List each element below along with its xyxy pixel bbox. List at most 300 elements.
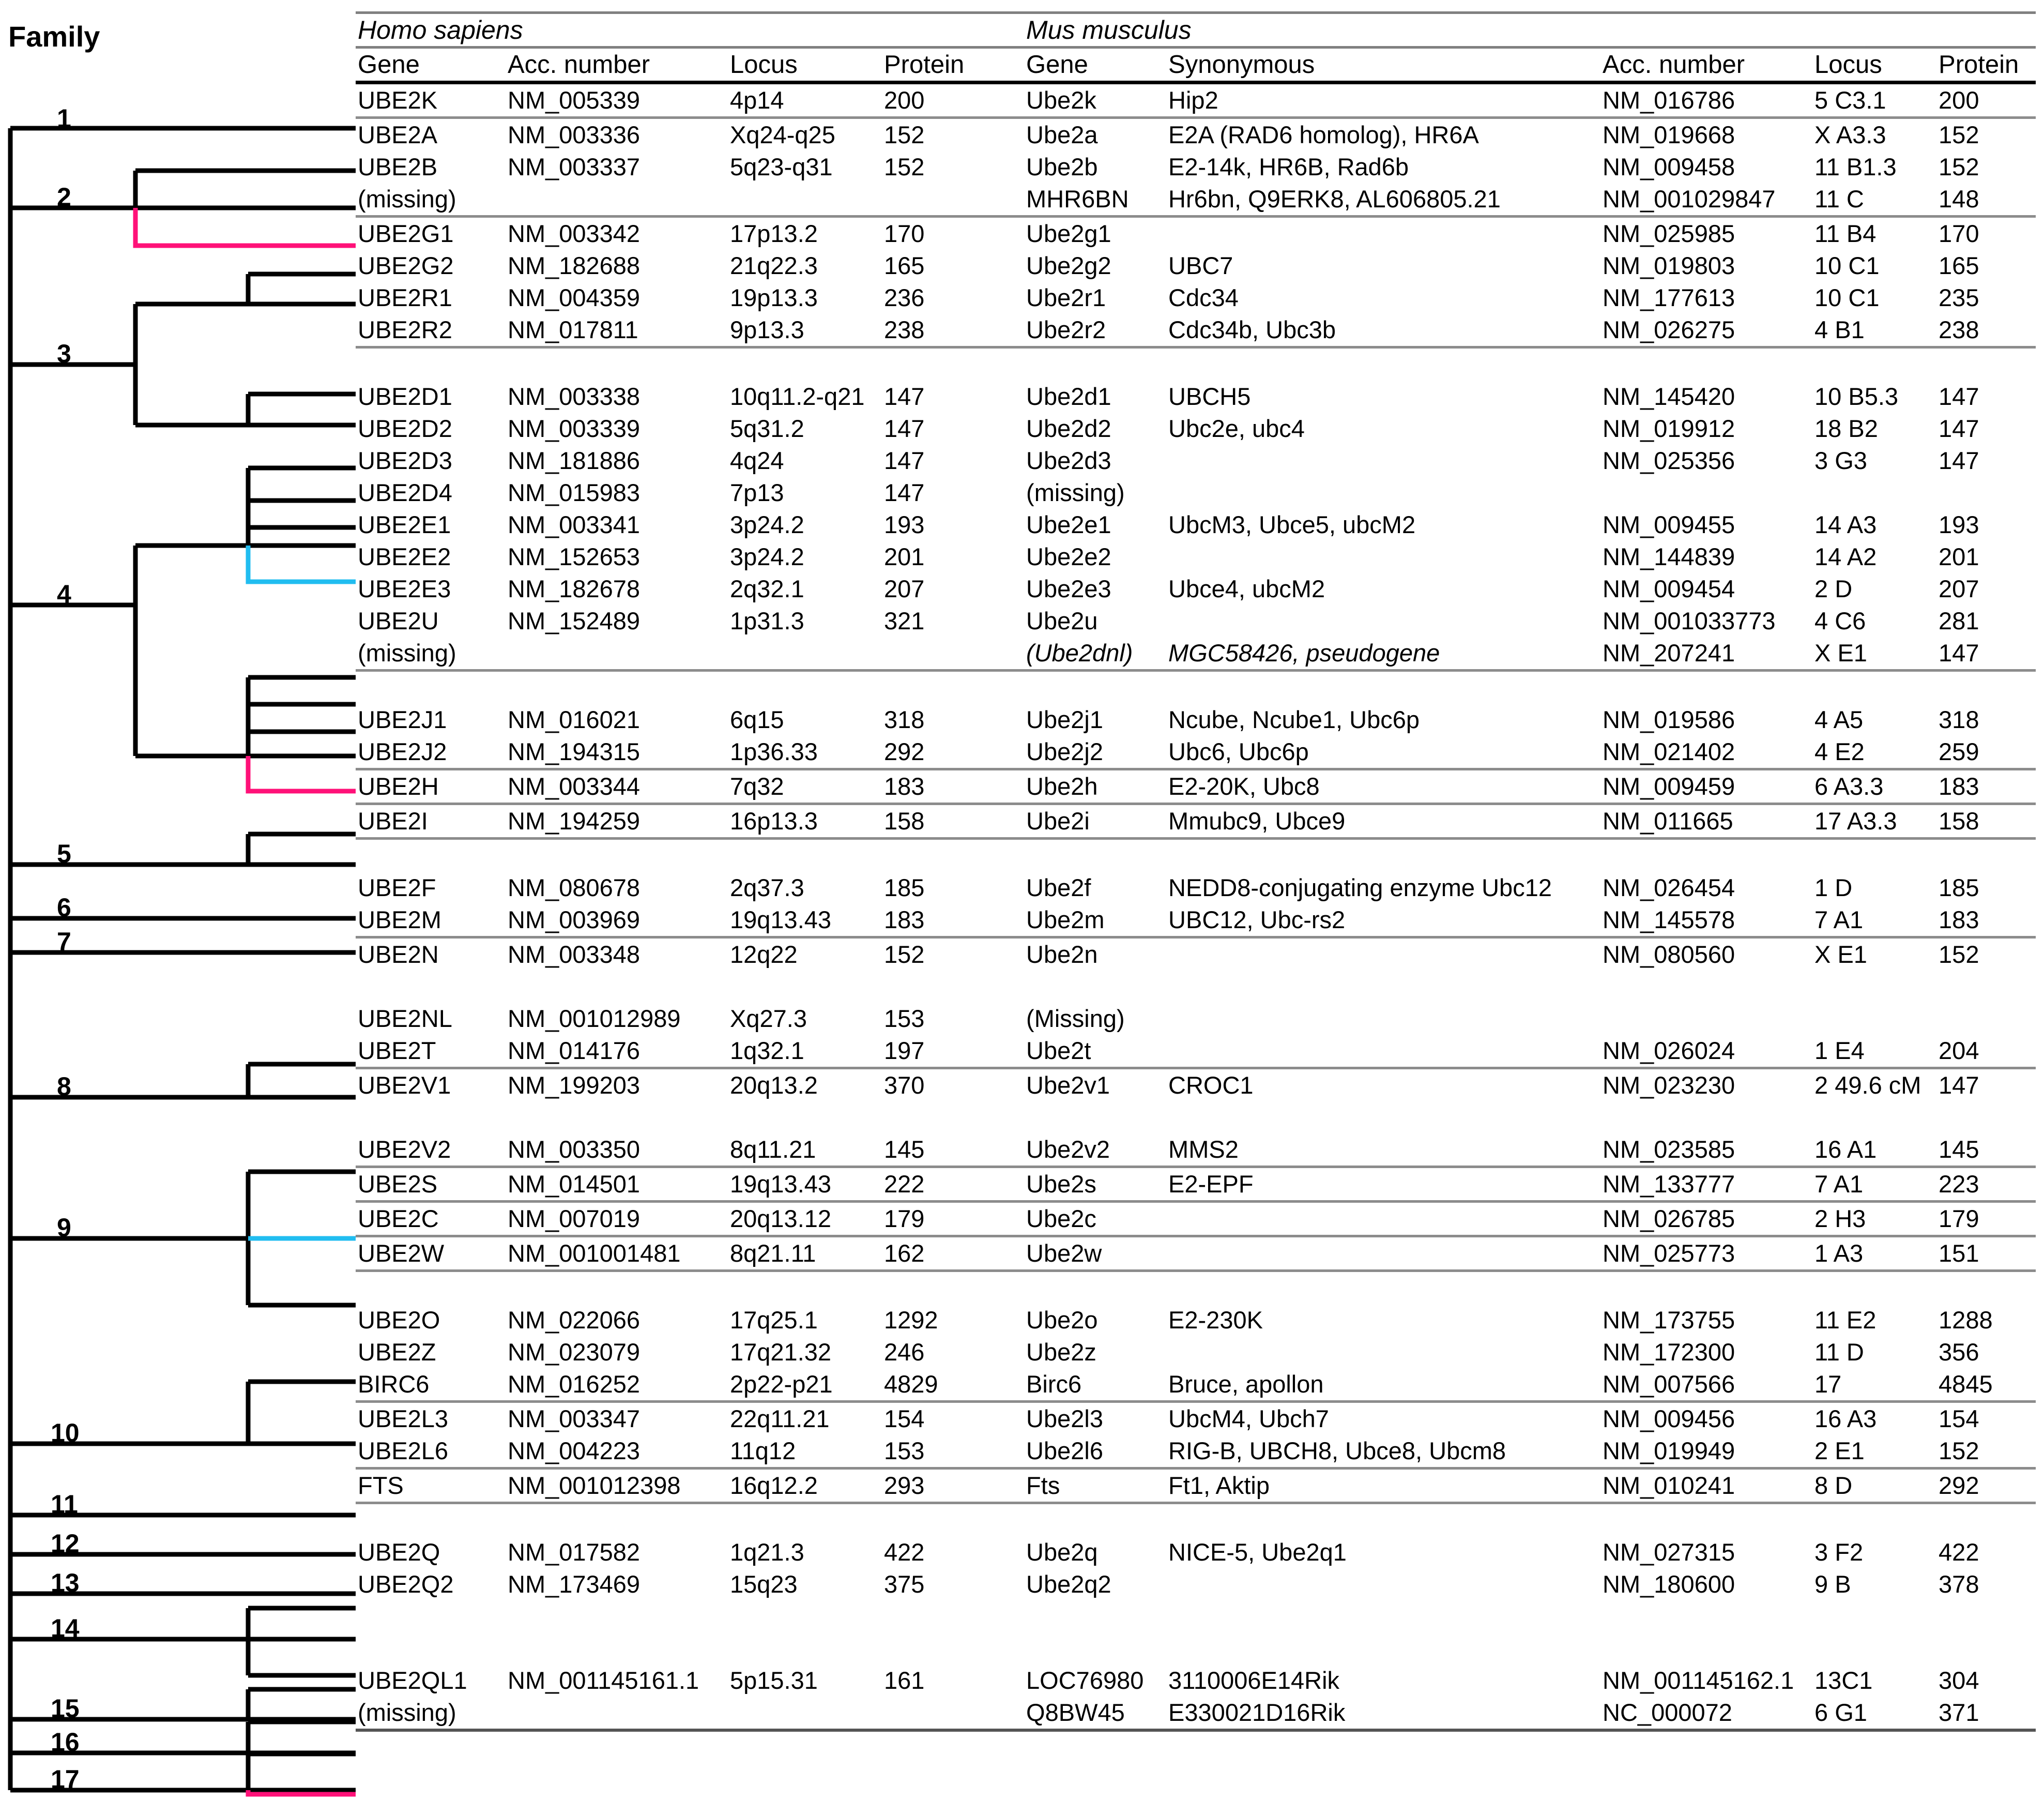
mouse-synonymous: Hr6bn, Q9ERK8, AL606805.21 bbox=[1166, 183, 1600, 217]
human-gene: BIRC6 bbox=[356, 1368, 506, 1402]
mouse-synonymous: NICE-5, Ube2q1 bbox=[1168, 1538, 1347, 1566]
human-acc: NM_004359 bbox=[508, 284, 640, 311]
table-row bbox=[356, 1368, 2036, 1402]
mouse-locus: 14 A3 bbox=[1814, 511, 1877, 538]
table-row bbox=[356, 83, 2036, 118]
mouse-protein: 154 bbox=[1939, 1405, 1979, 1432]
mouse-protein: 183 bbox=[1936, 904, 2036, 937]
table-row bbox=[356, 314, 2036, 347]
mouse-synonymous: E2-20K, Ubc8 bbox=[1166, 769, 1600, 804]
table-row bbox=[356, 1167, 2036, 1202]
human-gene: (missing) bbox=[356, 183, 506, 217]
mouse-gene: Ube2w bbox=[1024, 1236, 1166, 1271]
human-acc: NM_003337 bbox=[508, 153, 640, 180]
human-locus: 7q32 bbox=[728, 769, 882, 804]
human-protein: 238 bbox=[882, 314, 1024, 347]
family-label-4: 4 bbox=[57, 580, 71, 609]
mouse-gene: Ube2d3 bbox=[1026, 447, 1111, 474]
mouse-locus: 6 G1 bbox=[1812, 1697, 1936, 1730]
human-protein: 158 bbox=[882, 804, 1024, 839]
mouse-synonymous: E2-230K bbox=[1168, 1306, 1263, 1334]
mouse-gene: Ube2f bbox=[1026, 874, 1091, 901]
row-gap bbox=[356, 839, 2036, 872]
mouse-locus: 10 B5.3 bbox=[1814, 383, 1899, 410]
mouse-acc: NM_080560 bbox=[1603, 941, 1735, 968]
mouse-locus bbox=[1812, 477, 1936, 509]
human-gene: UBE2H bbox=[356, 769, 506, 804]
human-acc: NM_005339 bbox=[506, 83, 728, 118]
mouse-gene: Ube2n bbox=[1026, 941, 1098, 968]
mouse-synonymous: UBC12, Ubc-rs2 bbox=[1166, 904, 1600, 937]
human-acc: NM_194259 bbox=[506, 804, 728, 839]
mouse-acc: NM_025356 bbox=[1603, 447, 1735, 474]
human-gene: UBE2C bbox=[356, 1202, 506, 1236]
mouse-protein: 152 bbox=[1939, 941, 1979, 968]
mouse-protein: 183 bbox=[1936, 769, 2036, 804]
human-protein: 4829 bbox=[882, 1368, 1024, 1402]
mouse-gene: Ube2i bbox=[1024, 804, 1166, 839]
human-protein: 422 bbox=[884, 1538, 925, 1566]
mouse-gene: Ube2v2 bbox=[1024, 1133, 1166, 1167]
mouse-locus: X E1 bbox=[1814, 941, 1867, 968]
mouse-locus: 16 A1 bbox=[1812, 1133, 1936, 1167]
table-row bbox=[356, 1536, 2036, 1568]
human-locus: 17q25.1 bbox=[730, 1306, 818, 1334]
human-locus: 11q12 bbox=[728, 1435, 882, 1469]
mouse-protein bbox=[1936, 477, 2036, 509]
mouse-synonymous bbox=[1166, 1035, 1600, 1068]
human-locus bbox=[728, 637, 882, 671]
human-gene: UBE2R2 bbox=[356, 314, 506, 347]
mouse-synonymous bbox=[1166, 541, 1600, 573]
family-label-15: 15 bbox=[51, 1694, 80, 1723]
mouse-gene: Ube2e2 bbox=[1026, 543, 1111, 570]
mouse-synonymous: MGC58426, pseudogene bbox=[1166, 637, 1600, 671]
human-acc bbox=[506, 183, 728, 217]
mouse-protein: 356 bbox=[1939, 1338, 1979, 1366]
mouse-gene: LOC76980 bbox=[1026, 1667, 1144, 1694]
mouse-acc: NM_019668 bbox=[1603, 121, 1735, 148]
mouse-synonymous: NEDD8-conjugating enzyme Ubc12 bbox=[1168, 874, 1552, 901]
human-protein: 153 bbox=[884, 1005, 925, 1032]
mouse-acc: NM_001033773 bbox=[1603, 607, 1776, 634]
human-acc: NM_016252 bbox=[506, 1368, 728, 1402]
mouse-acc: NC_000072 bbox=[1600, 1697, 1812, 1730]
mouse-synonymous: Cdc34b, Ubc3b bbox=[1166, 314, 1600, 347]
mouse-gene: Ube2t bbox=[1024, 1035, 1166, 1068]
gene-table bbox=[356, 11, 2036, 1732]
human-locus: 15q23 bbox=[730, 1570, 798, 1598]
mouse-protein: 145 bbox=[1936, 1133, 2036, 1167]
human-protein: 246 bbox=[884, 1338, 925, 1366]
table-row bbox=[356, 1336, 2036, 1368]
col-mouse-acc: Acc. number bbox=[1600, 48, 1812, 83]
human-acc bbox=[506, 637, 728, 671]
human-acc: NM_017582 bbox=[508, 1538, 640, 1566]
mouse-protein: 193 bbox=[1939, 511, 1979, 538]
human-acc: NM_004223 bbox=[506, 1435, 728, 1469]
mouse-protein: 238 bbox=[1936, 314, 2036, 347]
table-row bbox=[356, 937, 2036, 971]
human-locus: 2p22-p21 bbox=[728, 1368, 882, 1402]
human-gene: UBE2L3 bbox=[358, 1405, 449, 1432]
mouse-protein: 151 bbox=[1936, 1236, 2036, 1271]
mouse-locus: 3 F2 bbox=[1814, 1538, 1864, 1566]
family-label-5: 5 bbox=[57, 839, 71, 868]
human-gene: UBE2O bbox=[358, 1306, 440, 1334]
col-mouse-protein: Protein bbox=[1936, 48, 2036, 83]
human-locus: 1q21.3 bbox=[730, 1538, 804, 1566]
highlight-branch-cyan bbox=[248, 546, 356, 1238]
mouse-acc: NM_001145162.1 bbox=[1603, 1667, 1794, 1694]
mouse-protein: 147 bbox=[1939, 447, 1979, 474]
human-protein: 222 bbox=[882, 1167, 1024, 1202]
mouse-gene: Ube2s bbox=[1024, 1167, 1166, 1202]
col-human-protein: Protein bbox=[882, 48, 1024, 83]
mouse-synonymous: Cdc34 bbox=[1168, 284, 1239, 311]
human-locus: 20q13.12 bbox=[728, 1202, 882, 1236]
human-acc: NM_014501 bbox=[506, 1167, 728, 1202]
table-row bbox=[356, 1068, 2036, 1102]
human-protein: 321 bbox=[884, 607, 925, 634]
table-row bbox=[356, 183, 2036, 217]
human-gene: UBE2D3 bbox=[358, 447, 452, 474]
mouse-locus: 11 E2 bbox=[1814, 1306, 1877, 1334]
human-protein: 152 bbox=[884, 941, 925, 968]
human-locus: 16p13.3 bbox=[728, 804, 882, 839]
mouse-protein: 223 bbox=[1936, 1167, 2036, 1202]
human-gene: UBE2E1 bbox=[358, 511, 451, 538]
mouse-gene: Ube2a bbox=[1026, 121, 1098, 148]
row-gap bbox=[356, 1600, 2036, 1632]
human-acc: NM_003350 bbox=[506, 1133, 728, 1167]
human-gene: UBE2QL1 bbox=[358, 1667, 467, 1694]
family-column-header: Family bbox=[8, 20, 100, 53]
human-protein: 170 bbox=[884, 220, 925, 247]
mouse-acc: NM_019586 bbox=[1603, 706, 1735, 733]
mouse-gene: Ube2r2 bbox=[1024, 314, 1166, 347]
human-locus: 8q11.21 bbox=[728, 1133, 882, 1167]
table-row bbox=[356, 637, 2036, 671]
mouse-protein: 378 bbox=[1939, 1570, 1979, 1598]
mouse-gene: Ube2v1 bbox=[1026, 1071, 1110, 1099]
table-row bbox=[356, 1469, 2036, 1503]
mouse-gene: (missing) bbox=[1026, 479, 1125, 506]
mouse-gene: Ube2u bbox=[1026, 607, 1098, 634]
human-protein: 207 bbox=[884, 575, 925, 602]
human-acc: NM_023079 bbox=[508, 1338, 640, 1366]
mouse-locus: 7 A1 bbox=[1812, 1167, 1936, 1202]
row-gap bbox=[356, 1271, 2036, 1305]
human-acc: NM_001012398 bbox=[506, 1469, 728, 1503]
human-locus: 4p14 bbox=[728, 83, 882, 118]
mouse-synonymous: MMS2 bbox=[1166, 1133, 1600, 1167]
mouse-locus: X E1 bbox=[1812, 637, 1936, 671]
mouse-acc: NM_023230 bbox=[1603, 1071, 1735, 1099]
mouse-locus: 3 G3 bbox=[1814, 447, 1867, 474]
table-row bbox=[356, 1133, 2036, 1167]
mouse-gene: Fts bbox=[1024, 1469, 1166, 1503]
table-row bbox=[356, 1003, 2036, 1035]
table-row bbox=[356, 872, 2036, 904]
family-label-6: 6 bbox=[57, 893, 71, 922]
human-protein: 179 bbox=[882, 1202, 1024, 1236]
row-gap bbox=[356, 1503, 2036, 1537]
human-protein: 153 bbox=[882, 1435, 1024, 1469]
table-row bbox=[356, 151, 2036, 183]
row-gap bbox=[356, 347, 2036, 381]
human-protein: 293 bbox=[882, 1469, 1024, 1503]
mouse-gene: Ube2l3 bbox=[1026, 1405, 1103, 1432]
mouse-synonymous: RIG-B, UBCH8, Ubce8, Ubcm8 bbox=[1166, 1435, 1600, 1469]
family-label-1: 1 bbox=[57, 104, 71, 133]
mouse-acc: NM_026024 bbox=[1600, 1035, 1812, 1068]
human-acc: NM_182688 bbox=[508, 252, 640, 279]
table-row bbox=[356, 736, 2036, 769]
human-gene: (missing) bbox=[356, 1697, 506, 1730]
mouse-synonymous: Hip2 bbox=[1166, 83, 1600, 118]
human-protein: 201 bbox=[884, 543, 925, 570]
table-row bbox=[356, 1697, 2036, 1730]
family-label-13: 13 bbox=[51, 1568, 80, 1597]
human-gene: UBE2D2 bbox=[358, 415, 452, 442]
human-gene: UBE2F bbox=[358, 874, 436, 901]
human-gene: UBE2T bbox=[356, 1035, 506, 1068]
human-gene: UBE2A bbox=[358, 121, 438, 148]
mouse-locus: 4 A5 bbox=[1814, 706, 1864, 733]
human-gene: UBE2R1 bbox=[358, 284, 452, 311]
table-row bbox=[356, 413, 2036, 445]
mouse-acc: NM_144839 bbox=[1603, 543, 1735, 570]
mouse-acc: NM_019803 bbox=[1603, 252, 1735, 279]
human-locus: 8q21.11 bbox=[728, 1236, 882, 1271]
mouse-acc: NM_016786 bbox=[1600, 83, 1812, 118]
mouse-synonymous: UbcM3, Ubce5, ubcM2 bbox=[1168, 511, 1416, 538]
mouse-gene: MHR6BN bbox=[1024, 183, 1166, 217]
human-protein: 147 bbox=[884, 415, 925, 442]
mouse-synonymous bbox=[1166, 1568, 1600, 1600]
human-protein bbox=[882, 1697, 1024, 1730]
human-acc: NM_003348 bbox=[508, 941, 640, 968]
human-locus: Xq27.3 bbox=[730, 1005, 807, 1032]
mouse-gene: Ube2o bbox=[1026, 1306, 1098, 1334]
human-gene: UBE2W bbox=[356, 1236, 506, 1271]
mouse-protein: 200 bbox=[1936, 83, 2036, 118]
col-human-locus: Locus bbox=[728, 48, 882, 83]
mouse-protein: 1288 bbox=[1939, 1306, 1993, 1334]
table-row bbox=[356, 217, 2036, 250]
mouse-protein: 281 bbox=[1939, 607, 1979, 634]
human-locus: 17p13.2 bbox=[730, 220, 818, 247]
mouse-synonymous bbox=[1166, 1202, 1600, 1236]
human-locus: 5p15.31 bbox=[730, 1667, 818, 1694]
mouse-gene: Ube2b bbox=[1026, 153, 1098, 180]
human-locus: 17q21.32 bbox=[730, 1338, 832, 1366]
mouse-protein: 201 bbox=[1939, 543, 1979, 570]
mouse-gene: Ube2d1 bbox=[1026, 383, 1111, 410]
human-gene: UBE2Q2 bbox=[358, 1570, 454, 1598]
family-label-10: 10 bbox=[51, 1418, 80, 1447]
mouse-acc bbox=[1600, 477, 1812, 509]
table-row bbox=[356, 573, 2036, 605]
human-acc: NM_003347 bbox=[508, 1405, 640, 1432]
human-locus: 6q15 bbox=[730, 706, 784, 733]
human-protein: 183 bbox=[882, 904, 1024, 937]
mouse-protein: 207 bbox=[1939, 575, 1979, 602]
mouse-locus: 2 49.6 cM bbox=[1814, 1071, 1921, 1099]
human-locus: 3p24.2 bbox=[730, 543, 804, 570]
mouse-protein: 152 bbox=[1936, 1435, 2036, 1469]
human-acc bbox=[506, 1697, 728, 1730]
human-gene: UBE2I bbox=[356, 804, 506, 839]
mouse-gene: Q8BW45 bbox=[1024, 1697, 1166, 1730]
mouse-acc: NM_019949 bbox=[1600, 1435, 1812, 1469]
mouse-acc: NM_145420 bbox=[1603, 383, 1735, 410]
mouse-synonymous bbox=[1166, 605, 1600, 637]
mouse-acc: NM_026454 bbox=[1603, 874, 1735, 901]
species-band-row bbox=[356, 13, 2036, 48]
human-protein: 147 bbox=[884, 383, 925, 410]
mouse-gene: Ube2q bbox=[1026, 1538, 1098, 1566]
human-locus: 10q11.2-q21 bbox=[730, 383, 865, 410]
mouse-acc: NM_001029847 bbox=[1600, 183, 1812, 217]
family-label-16: 16 bbox=[51, 1728, 80, 1757]
human-protein: 185 bbox=[884, 874, 925, 901]
col-human-gene: Gene bbox=[356, 48, 506, 83]
mouse-synonymous: Mmubc9, Ubce9 bbox=[1166, 804, 1600, 839]
human-acc: NM_181886 bbox=[508, 447, 640, 474]
mouse-gene: Ube2c bbox=[1024, 1202, 1166, 1236]
table-row bbox=[356, 1435, 2036, 1469]
human-acc: NM_152489 bbox=[508, 607, 640, 634]
table-row bbox=[356, 1304, 2036, 1336]
table-row bbox=[356, 1664, 2036, 1697]
table-row bbox=[356, 1035, 2036, 1068]
human-gene: (missing) bbox=[356, 637, 506, 671]
row-gap bbox=[356, 971, 2036, 1003]
mouse-protein: 292 bbox=[1936, 1469, 2036, 1503]
human-protein: 162 bbox=[882, 1236, 1024, 1271]
mouse-acc bbox=[1600, 1003, 1812, 1035]
mouse-protein: 147 bbox=[1939, 1071, 1979, 1099]
human-gene: UBE2E3 bbox=[358, 575, 451, 602]
table-row bbox=[356, 904, 2036, 937]
col-mouse-locus: Locus bbox=[1812, 48, 1936, 83]
human-locus: 5q31.2 bbox=[730, 415, 804, 442]
table-row bbox=[356, 804, 2036, 839]
mouse-protein: 152 bbox=[1939, 121, 1979, 148]
mouse-protein: 165 bbox=[1939, 252, 1979, 279]
human-acc: NM_022066 bbox=[508, 1306, 640, 1334]
mouse-locus: 2 H3 bbox=[1812, 1202, 1936, 1236]
mouse-protein: 304 bbox=[1939, 1667, 1979, 1694]
table-row bbox=[356, 477, 2036, 509]
mouse-protein bbox=[1936, 1003, 2036, 1035]
human-acc: NM_194315 bbox=[506, 736, 728, 769]
mouse-synonymous bbox=[1166, 445, 1600, 477]
human-acc: NM_003339 bbox=[508, 415, 640, 442]
mouse-acc: NM_133777 bbox=[1600, 1167, 1812, 1202]
mouse-locus: 11 C bbox=[1812, 183, 1936, 217]
mouse-gene: Birc6 bbox=[1024, 1368, 1166, 1402]
mouse-synonymous bbox=[1166, 217, 1600, 250]
human-protein: 292 bbox=[882, 736, 1024, 769]
mouse-protein: 185 bbox=[1939, 874, 1979, 901]
human-locus: 19q13.43 bbox=[728, 904, 882, 937]
row-gap bbox=[356, 1632, 2036, 1664]
mouse-locus bbox=[1812, 1003, 1936, 1035]
mouse-gene: (Ube2dnl) bbox=[1024, 637, 1166, 671]
mouse-gene: Ube2j2 bbox=[1024, 736, 1166, 769]
mouse-locus: 11 D bbox=[1814, 1338, 1864, 1366]
human-locus: 3p24.2 bbox=[730, 511, 804, 538]
mouse-synonymous bbox=[1166, 1003, 1600, 1035]
human-gene: UBE2L6 bbox=[356, 1435, 506, 1469]
mouse-locus: 11 B4 bbox=[1814, 220, 1877, 247]
human-acc: NM_001001481 bbox=[506, 1236, 728, 1271]
table-row bbox=[356, 282, 2036, 314]
mouse-locus: 6 A3.3 bbox=[1812, 769, 1936, 804]
mouse-gene: Ube2d2 bbox=[1026, 415, 1111, 442]
mouse-locus: 4 C6 bbox=[1814, 607, 1866, 634]
human-acc: NM_007019 bbox=[506, 1202, 728, 1236]
mouse-locus: 10 C1 bbox=[1814, 284, 1880, 311]
mouse-protein: 147 bbox=[1936, 637, 2036, 671]
human-acc: NM_003338 bbox=[508, 383, 640, 410]
mouse-protein: 147 bbox=[1939, 383, 1979, 410]
family-label-9: 9 bbox=[57, 1213, 71, 1242]
human-acc: NM_152653 bbox=[508, 543, 640, 570]
human-protein: 370 bbox=[884, 1071, 925, 1099]
gene-table-container bbox=[356, 11, 2036, 1732]
mouse-acc: NM_009456 bbox=[1603, 1405, 1735, 1432]
human-locus bbox=[728, 1697, 882, 1730]
column-header-row bbox=[356, 48, 2036, 83]
mouse-locus: 10 C1 bbox=[1814, 252, 1880, 279]
mouse-acc: NM_023585 bbox=[1600, 1133, 1812, 1167]
mouse-gene: Ube2e3 bbox=[1026, 575, 1111, 602]
mouse-locus: X A3.3 bbox=[1814, 121, 1886, 148]
mouse-acc: NM_021402 bbox=[1600, 736, 1812, 769]
mouse-protein: 179 bbox=[1936, 1202, 2036, 1236]
human-locus: 7p13 bbox=[730, 479, 784, 506]
mouse-locus: 8 D bbox=[1812, 1469, 1936, 1503]
mouse-gene: Ube2g1 bbox=[1026, 220, 1111, 247]
human-acc: NM_001145161.1 bbox=[508, 1667, 699, 1694]
col-mouse-synonymous: Synonymous bbox=[1166, 48, 1600, 83]
human-protein: 165 bbox=[884, 252, 925, 279]
human-locus: 9p13.3 bbox=[728, 314, 882, 347]
mouse-synonymous: E330021D16Rik bbox=[1166, 1697, 1600, 1730]
human-gene: UBE2J1 bbox=[358, 706, 447, 733]
human-locus: 19q13.43 bbox=[728, 1167, 882, 1202]
mouse-protein: 152 bbox=[1939, 153, 1979, 180]
human-protein: 183 bbox=[882, 769, 1024, 804]
human-gene: UBE2Q bbox=[358, 1538, 440, 1566]
mouse-gene: Ube2g2 bbox=[1026, 252, 1111, 279]
human-locus: 22q11.21 bbox=[730, 1405, 830, 1432]
mouse-locus: 1 E4 bbox=[1812, 1035, 1936, 1068]
mouse-protein: 204 bbox=[1936, 1035, 2036, 1068]
col-mouse-gene: Gene bbox=[1024, 48, 1166, 83]
table-row bbox=[356, 250, 2036, 282]
table-row bbox=[356, 445, 2036, 477]
table-row bbox=[356, 769, 2036, 804]
table-row bbox=[356, 1568, 2036, 1600]
mouse-gene: Ube2m bbox=[1024, 904, 1166, 937]
mouse-locus: 13C1 bbox=[1814, 1667, 1873, 1694]
species-header-human: Homo sapiens bbox=[356, 13, 1024, 48]
